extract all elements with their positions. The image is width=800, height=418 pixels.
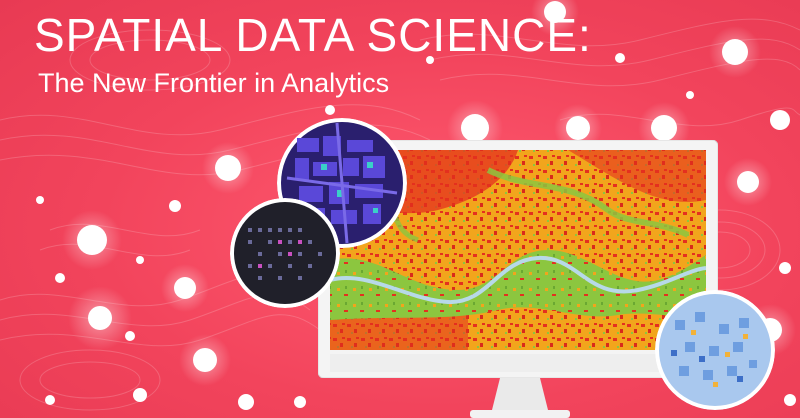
dot-grid-circle-icon (230, 198, 340, 308)
monitor-stand (460, 378, 580, 418)
headline-subtitle: The New Frontier in Analytics (38, 68, 390, 98)
blue-mosaic-circle-icon (655, 290, 775, 410)
headline-title: SPATIAL DATA SCIENCE: (34, 9, 592, 61)
